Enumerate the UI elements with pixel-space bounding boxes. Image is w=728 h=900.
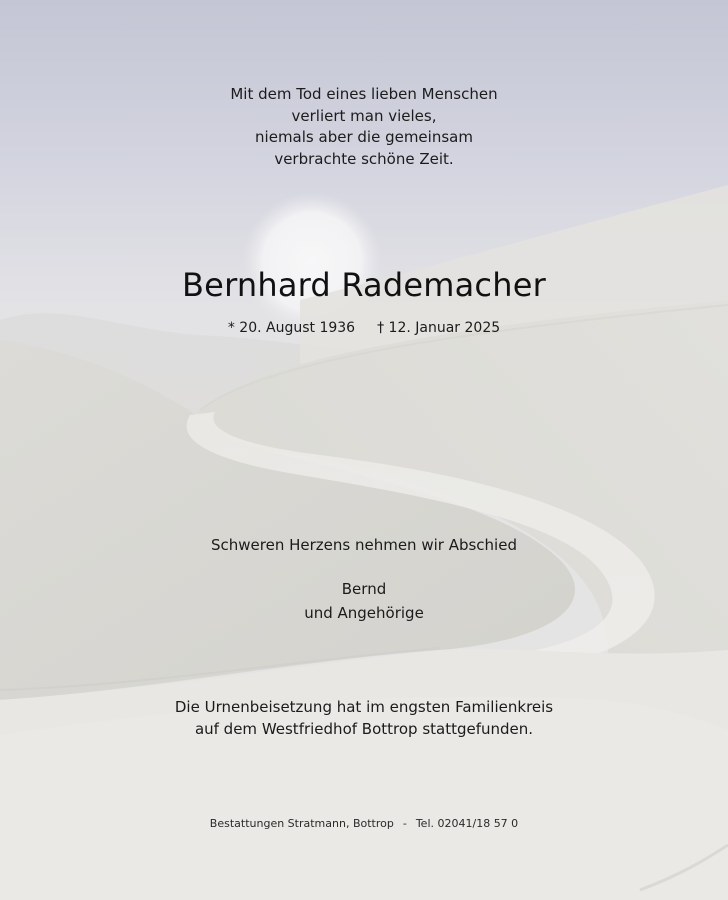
notice-line: auf dem Westfriedhof Bottrop stattgefunden. (194, 720, 534, 738)
life-dates (0, 318, 728, 338)
poem-line: Mit dem Tod eines lieben Menschen (230, 85, 498, 103)
memorial-poem (0, 84, 728, 170)
mourner-line: und Angehörige (304, 604, 424, 622)
poem-line: verliert man vieles, (291, 106, 437, 125)
poem-line: niemals aber die gemeinsam (255, 128, 473, 146)
undertaker-name: Bestattungen Stratmann, Bottrop (209, 817, 394, 830)
undertaker-phone: Tel. 02041/18 57 0 (415, 817, 519, 830)
mourner-line: Bernd (341, 580, 387, 598)
burial-notice (0, 696, 728, 740)
death-date: † 12. Januar 2025 (377, 320, 501, 336)
birth-date: * 20. August 1936 (227, 320, 356, 336)
mourners (0, 577, 728, 625)
farewell-text: Schweren Herzens nehmen wir Abschied (211, 536, 517, 554)
footer-separator: - (402, 817, 407, 830)
deceased-name: Bernhard Rademacher (182, 266, 546, 304)
notice-line: Die Urnenbeisetzung hat im engsten Familienkreis (174, 698, 554, 716)
undertaker-footer (0, 816, 728, 832)
poem-line: verbrachte schöne Zeit. (274, 149, 454, 168)
